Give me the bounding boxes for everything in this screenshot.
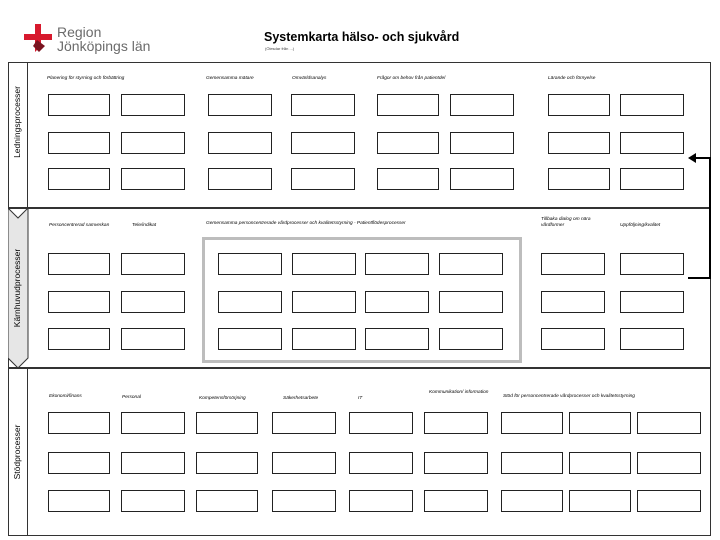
ledning-box (48, 132, 110, 154)
ledning-box (121, 94, 185, 116)
karn-heading-4: Tillbaka dialog om nära vårdformer (541, 217, 591, 228)
stod-box (349, 490, 413, 512)
stod-heading-5: IT (358, 396, 363, 401)
ledning-box (377, 132, 439, 154)
stod-box (424, 490, 488, 512)
karn-box (218, 253, 282, 275)
karn-box (365, 253, 429, 275)
karn-heading-1: Personcentrerad samverkan (49, 223, 110, 228)
ledning-box (208, 94, 272, 116)
karn-box (620, 291, 684, 313)
karn-box (292, 253, 356, 275)
stod-box (272, 412, 336, 434)
logo-line2: Jönköpings län (57, 38, 151, 54)
stod-box (569, 452, 631, 474)
stod-box (121, 490, 185, 512)
karn-box (541, 328, 605, 350)
stod-heading-7: Stöd för personcentrerade vårdprocesser och kvalitetsstyrning (503, 394, 635, 399)
ledning-box (620, 168, 684, 190)
karn-box (365, 291, 429, 313)
ledning-heading-4: Frågor om behov från patientdel (377, 76, 446, 81)
stod-box (196, 490, 258, 512)
karn-box (292, 291, 356, 313)
band-stod-label: Stödprocesser (12, 424, 22, 480)
karn-box (292, 328, 356, 350)
karn-box (121, 253, 185, 275)
ledning-heading-2: Gemensamma mätare (206, 76, 254, 81)
stod-heading-6: Kommunikation/ information (429, 390, 489, 395)
ledning-box (377, 94, 439, 116)
stod-heading-2: Personal (122, 395, 141, 400)
stod-box (501, 412, 563, 434)
band-ledning-label: Ledningsprocesser (12, 86, 22, 158)
stod-heading-4: Säkerhetsarbete (283, 396, 319, 401)
karn-box (541, 253, 605, 275)
karn-box (439, 253, 503, 275)
karn-box (439, 328, 503, 350)
stod-box (637, 452, 701, 474)
ledning-box (291, 94, 355, 116)
ledning-heading-5: Lärande och förnyelse (548, 76, 596, 81)
ledning-box (548, 132, 610, 154)
ledning-heading-3: Omvärldsanalys (292, 76, 327, 81)
stod-box (48, 412, 110, 434)
ledning-box (620, 132, 684, 154)
karn-heading-3: Gemensamma personcentrerade vårdprocesser och kvalitetsstyrning - Patientflödesprocesser (206, 221, 406, 226)
page-title: Systemkarta hälso- och sjukvård (264, 30, 460, 44)
ledning-box (377, 168, 439, 190)
stod-box (424, 452, 488, 474)
karn-box (365, 328, 429, 350)
stod-box (424, 412, 488, 434)
ledning-box (121, 168, 185, 190)
region-logo-icon (22, 22, 56, 54)
stod-box (196, 412, 258, 434)
stod-box (637, 490, 701, 512)
ledning-box (48, 168, 110, 190)
ledning-box (548, 168, 610, 190)
stod-box (121, 452, 185, 474)
stod-box (272, 490, 336, 512)
stod-box (501, 452, 563, 474)
stod-box (48, 452, 110, 474)
ledning-box (291, 132, 355, 154)
stod-box (272, 452, 336, 474)
ledning-box (291, 168, 355, 190)
karn-box (48, 253, 110, 275)
ledning-box (208, 168, 272, 190)
stod-box (196, 452, 258, 474)
karn-box (121, 291, 185, 313)
stod-box (569, 412, 631, 434)
karn-box (620, 328, 684, 350)
ledning-box (48, 94, 110, 116)
ledning-box (450, 132, 514, 154)
stod-heading-1: Ekonomi/finans (49, 394, 82, 399)
stod-box (48, 490, 110, 512)
stod-box (501, 490, 563, 512)
logo-line1: Region (57, 24, 102, 40)
stod-box (569, 490, 631, 512)
karn-box (48, 328, 110, 350)
ledning-box (450, 94, 514, 116)
ledning-box (121, 132, 185, 154)
ledning-box (450, 168, 514, 190)
karn-box (48, 291, 110, 313)
band-karn-label: Kärnhuvudprocesser (12, 248, 22, 328)
karn-box (541, 291, 605, 313)
ledning-box (548, 94, 610, 116)
karn-heading-5: Uppföljning/kvalitet (620, 223, 661, 228)
karn-box (218, 291, 282, 313)
ledning-box (620, 94, 684, 116)
ledning-box (208, 132, 272, 154)
karn-box (439, 291, 503, 313)
stod-heading-3: Kompetensförsörjning (199, 396, 246, 401)
ledning-heading-1: Planering för styrning och förbättring (47, 76, 125, 81)
stod-box (121, 412, 185, 434)
karn-box (121, 328, 185, 350)
stod-box (349, 412, 413, 434)
stod-box (349, 452, 413, 474)
karn-box (218, 328, 282, 350)
karn-box (620, 253, 684, 275)
stod-box (637, 412, 701, 434)
page-subtitle: (Ölesdar från ...) (265, 46, 295, 51)
karn-heading-2: Tele/indikat (132, 223, 157, 228)
feedback-arrow-icon (686, 128, 716, 288)
